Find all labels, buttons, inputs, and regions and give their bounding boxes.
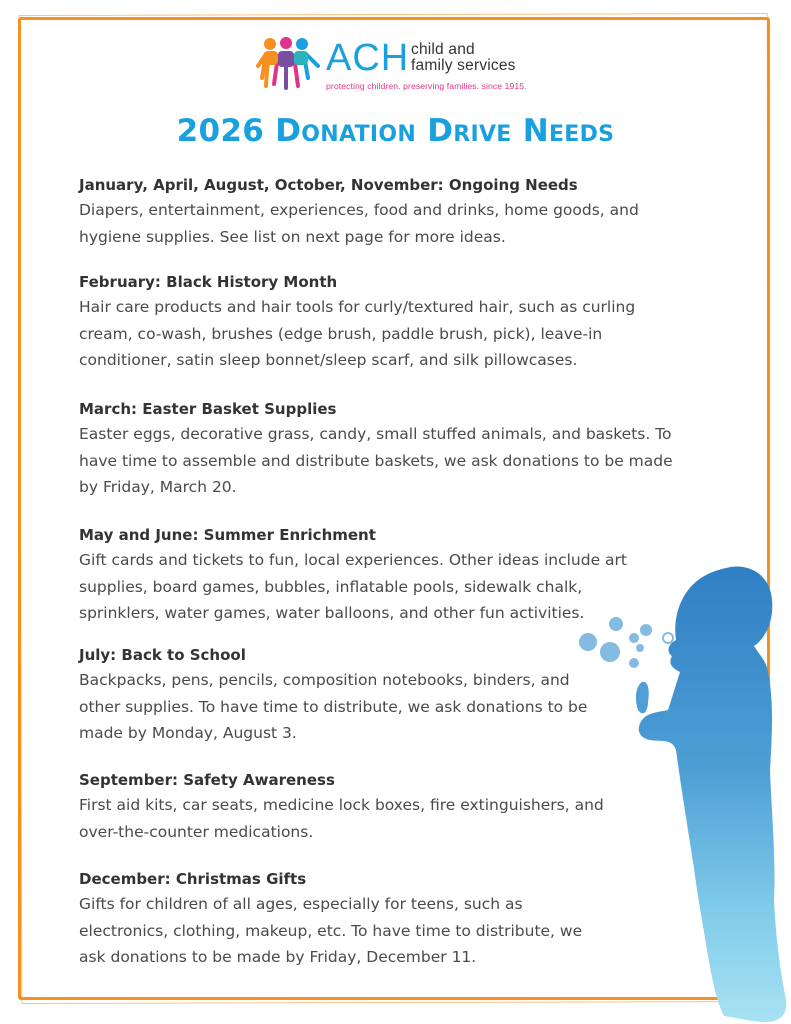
section-heading: May and June: Summer Enrichment — [79, 526, 376, 544]
logo-abbreviation: ACH — [326, 37, 410, 79]
section-body — [79, 197, 639, 250]
section-body — [79, 792, 604, 845]
section-christmas-gifts — [79, 868, 582, 971]
logo-name-line1: child and — [411, 41, 475, 58]
section-heading: September: Safety Awareness — [79, 771, 335, 789]
ach-logo — [256, 36, 546, 98]
bubbles-icon — [579, 617, 673, 668]
section-safety-awareness — [79, 769, 604, 845]
section-easter-basket — [79, 398, 673, 501]
body-line: other supplies. To have time to distribute, we ask donations to be — [79, 697, 588, 716]
body-line: Gift cards and tickets to fun, local experiences. Other ideas include art — [79, 551, 627, 569]
body-line: First aid kits, car seats, medicine lock boxes, fire extinguishers, and — [79, 796, 604, 814]
body-line: made by Monday, August 3. — [79, 724, 297, 742]
body-line: sprinklers, water games, water balloons, and other fun activities. — [79, 604, 585, 622]
section-body — [79, 294, 635, 374]
section-body — [79, 421, 673, 501]
section-heading: January, April, August, October, November: Ongoing Needs — [79, 176, 578, 194]
logo-tagline: protecting children. preserving families. since 1915. — [326, 81, 527, 91]
section-body — [79, 891, 582, 971]
body-line: conditioner, satin sleep bonnet/sleep scarf, and silk pillowcases. — [79, 351, 578, 369]
boy-silhouette — [639, 566, 787, 1022]
section-heading: July: Back to School — [79, 646, 246, 664]
body-line: by Friday, March 20. — [79, 478, 237, 496]
page-title: 2026 Donation Drive Needs — [176, 113, 615, 149]
boy-arm — [636, 682, 649, 714]
section-ongoing-needs — [79, 174, 639, 250]
logo-name-line2: family services — [411, 57, 516, 74]
boy-blowing-bubbles-illustration — [576, 560, 791, 1024]
body-line: Gifts for children of all ages, especially for teens, such as — [79, 895, 523, 913]
body-line: over-the-counter medications. — [79, 822, 314, 841]
section-black-history-month — [79, 271, 635, 374]
section-back-to-school — [79, 644, 587, 747]
body-line: supplies, board games, bubbles, inflatable pools, sidewalk chalk, — [79, 577, 583, 596]
section-summer-enrichment — [79, 524, 627, 627]
section-heading: December: Christmas Gifts — [79, 870, 307, 888]
section-body — [79, 667, 587, 747]
body-line: ask donations to be made by Friday, December 11. — [79, 948, 477, 966]
hands-logo-icon — [256, 36, 320, 96]
section-body — [79, 547, 627, 627]
body-line: have time to assemble and distribute baskets, we ask donations to be made — [79, 451, 673, 470]
section-heading: February: Black History Month — [79, 273, 338, 291]
section-heading: March: Easter Basket Supplies — [79, 400, 337, 418]
body-line: hygiene supplies. See list on next page for more ideas. — [79, 227, 506, 246]
body-line: Diapers, entertainment, experiences, food and drinks, home goods, and — [79, 201, 639, 219]
body-line: electronics, clothing, makeup, etc. To have time to distribute, we — [79, 921, 583, 940]
body-line: Backpacks, pens, pencils, composition notebooks, binders, and — [79, 671, 570, 689]
body-line: cream, co-wash, brushes (edge brush, paddle brush, pick), leave-in — [79, 324, 603, 343]
body-line: Easter eggs, decorative grass, candy, small stuffed animals, and baskets. To — [79, 425, 672, 443]
body-line: Hair care products and hair tools for curly/textured hair, such as curling — [79, 298, 636, 316]
